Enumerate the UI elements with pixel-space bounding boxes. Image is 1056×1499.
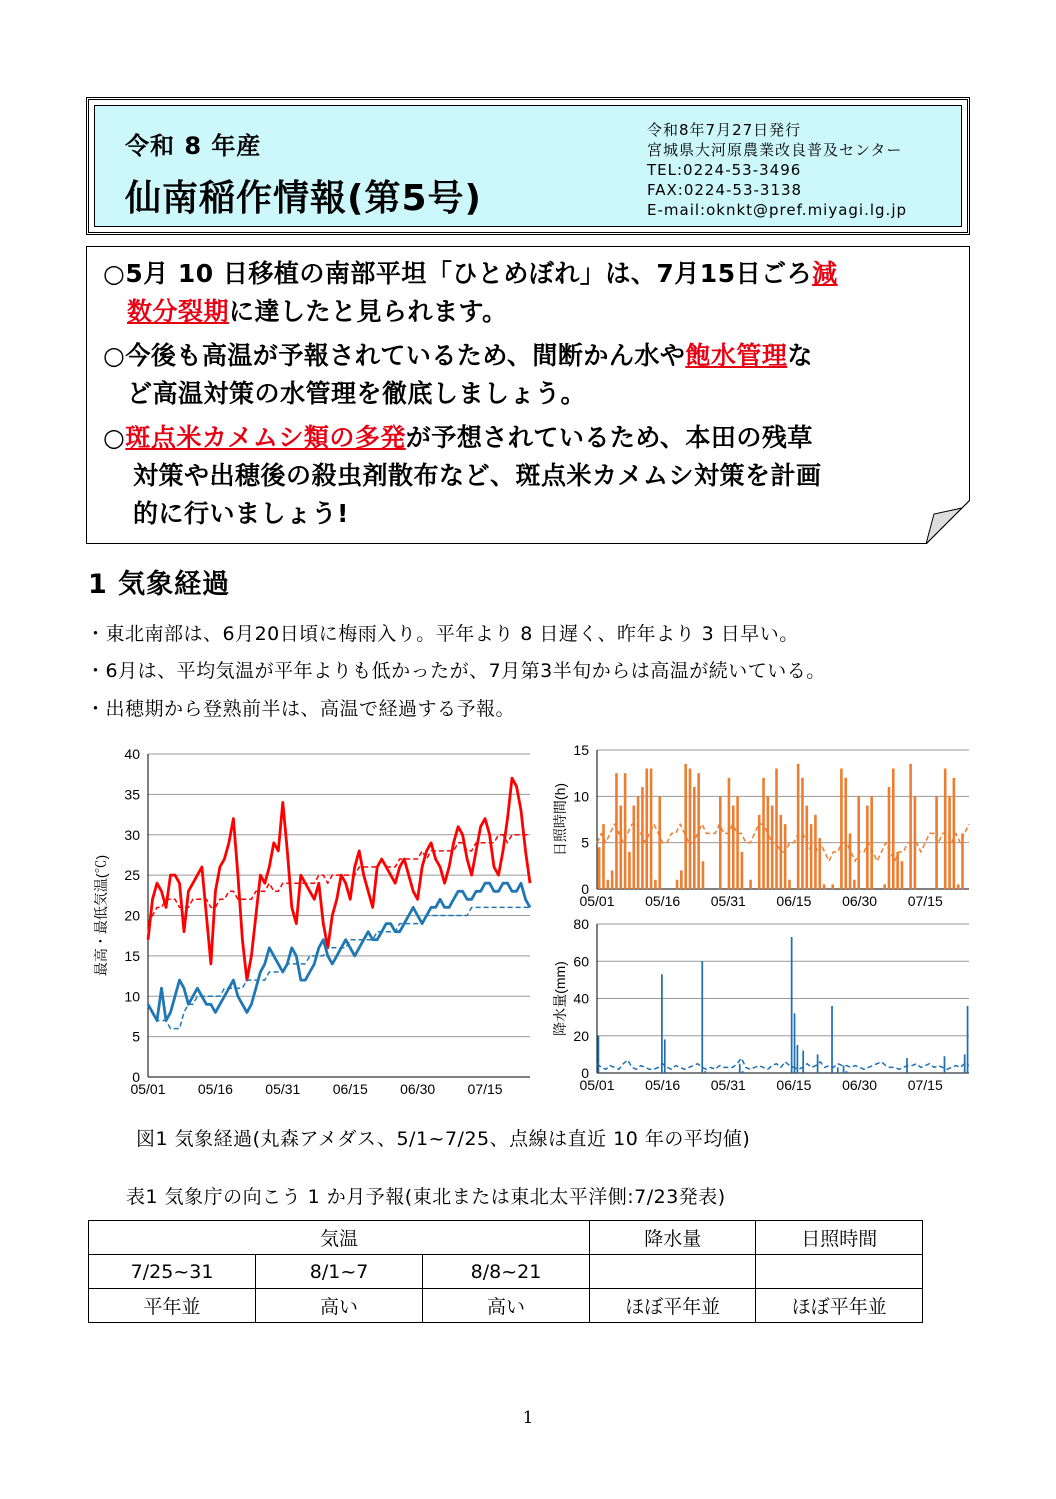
data-bar xyxy=(831,884,834,889)
precipitation-chart xyxy=(545,912,975,1105)
data-bar xyxy=(791,937,793,1073)
forecast-cell: 高い xyxy=(423,1289,590,1323)
y-tick-label: 0 xyxy=(581,1065,589,1081)
y-tick-label: 60 xyxy=(573,953,589,970)
x-tick-label: 06/30 xyxy=(400,1081,436,1097)
data-line-series-1 xyxy=(597,1058,969,1069)
x-tick-label: 05/01 xyxy=(130,1081,166,1097)
table-header-row xyxy=(89,1221,923,1255)
x-tick-label: 05/01 xyxy=(579,1077,615,1093)
summary-item-2-line-2: ど高温対策の水管理を徹底しましょう。 xyxy=(127,379,587,408)
data-bar xyxy=(944,769,947,889)
data-bar xyxy=(802,1051,804,1073)
data-bar xyxy=(741,852,744,889)
y-axis-label: 降水量(mm) xyxy=(552,961,568,1036)
data-bar xyxy=(883,884,886,889)
data-bar xyxy=(866,806,869,889)
x-tick-label: 05/31 xyxy=(710,893,746,909)
data-bar xyxy=(823,884,826,889)
y-tick-label: 40 xyxy=(124,746,140,762)
data-bar xyxy=(901,861,904,889)
data-bar xyxy=(935,796,938,889)
table-row xyxy=(89,1255,923,1289)
x-tick-label: 07/15 xyxy=(907,893,943,909)
header-temp: 気温 xyxy=(89,1221,590,1255)
data-bar xyxy=(957,884,960,889)
data-bar xyxy=(771,806,774,889)
data-bar xyxy=(632,806,635,889)
data-bar xyxy=(837,1067,839,1073)
y-tick-label: 35 xyxy=(124,786,140,803)
data-bar xyxy=(909,764,912,889)
page-number: 1 xyxy=(522,1408,534,1428)
data-bar xyxy=(624,773,627,889)
y-tick-label: 25 xyxy=(124,867,140,884)
issuer-org: 宮城県大河原農業改良普及センター xyxy=(647,141,903,159)
summary-item-3-line-3: 的に行いましょう! xyxy=(133,499,349,528)
y-tick-label: 5 xyxy=(132,1028,140,1045)
temperature-chart xyxy=(90,740,540,1105)
data-bar xyxy=(888,787,891,889)
x-tick-label: 06/15 xyxy=(776,1077,812,1093)
forecast-cell: 平年並 xyxy=(89,1289,256,1323)
summary-text: な xyxy=(787,341,813,370)
summary-item-3-line-1 xyxy=(103,419,813,457)
data-bar xyxy=(944,1056,946,1073)
x-tick-label: 06/15 xyxy=(332,1081,368,1097)
data-bar xyxy=(719,796,722,889)
data-bar xyxy=(780,815,783,889)
y-tick-label: 80 xyxy=(573,916,589,932)
x-tick-label: 05/31 xyxy=(265,1081,301,1097)
header-inner xyxy=(94,105,962,227)
data-bar xyxy=(680,870,683,889)
table-caption: 表1 気象庁の向こう 1 か月予報(東北または東北太平洋側:7/23発表) xyxy=(126,1186,726,1208)
data-bar xyxy=(810,824,813,889)
period-cell xyxy=(590,1255,756,1289)
data-bar xyxy=(697,773,700,889)
data-bar xyxy=(758,815,761,889)
summary-text: ○今後も高温が予報されているため、間断かん水や xyxy=(103,341,686,370)
table-row xyxy=(89,1289,923,1323)
x-tick-label: 06/15 xyxy=(776,893,812,909)
summary-emphasis: 減 xyxy=(812,259,838,288)
summary-text: に達したと見られます。 xyxy=(229,297,508,326)
period-cell xyxy=(756,1255,923,1289)
data-bar xyxy=(732,806,735,889)
x-tick-label: 05/16 xyxy=(645,893,681,909)
data-bar xyxy=(749,880,752,889)
summary-item-1-line-1 xyxy=(103,255,838,293)
summary-item-3-line-2: 対策や出穂後の殺虫剤散布など、斑点米カメムシ対策を計画 xyxy=(133,461,822,490)
forecast-cell: ほぼ平年並 xyxy=(590,1289,756,1323)
y-tick-label: 10 xyxy=(573,788,589,805)
x-tick-label: 05/31 xyxy=(710,1077,746,1093)
y-axis-label: 日照時間(h) xyxy=(552,782,568,857)
summary-item-2-line-1 xyxy=(103,337,813,375)
y-tick-label: 5 xyxy=(581,834,589,851)
data-bar xyxy=(797,764,800,889)
data-bar xyxy=(870,796,873,889)
y-tick-label: 20 xyxy=(573,1027,589,1044)
issuer-fax: FAX:0224-53-3138 xyxy=(647,181,803,199)
issuer-tel: TEL:0224-53-3496 xyxy=(647,161,802,179)
period-cell: 7/25~31 xyxy=(89,1255,256,1289)
data-line-series-3 xyxy=(148,907,530,1028)
y-tick-label: 20 xyxy=(124,907,140,924)
data-bar xyxy=(767,796,770,889)
data-bar xyxy=(602,824,605,889)
issuer-info xyxy=(647,120,907,220)
data-bar xyxy=(736,796,739,889)
x-tick-label: 07/15 xyxy=(467,1081,503,1097)
y-tick-label: 15 xyxy=(124,947,140,964)
data-bar xyxy=(846,1071,848,1073)
crop-year: 令和 8 年産 xyxy=(125,132,262,160)
weather-bullet-1: ・東北南部は、6月20日頃に梅雨入り。平年より 8 日遅く、昨年より 3 日早い。 xyxy=(86,623,799,645)
data-bar xyxy=(784,824,787,889)
summary-emphasis: 数分裂期 xyxy=(127,297,230,326)
x-tick-label: 06/30 xyxy=(842,893,878,909)
data-bar xyxy=(892,769,895,889)
data-bar xyxy=(693,787,696,889)
page-title: 仙南稲作情報(第5号) xyxy=(125,178,482,219)
summary-box xyxy=(86,246,970,544)
period-cell: 8/8~21 xyxy=(423,1255,590,1289)
data-bar xyxy=(628,852,631,889)
issue-date: 令和8年7月27日発行 xyxy=(647,121,802,139)
summary-text: ○5月 10 日移植の南部平坦「ひとめぼれ」は、7月15日ごろ xyxy=(103,259,813,288)
data-bar xyxy=(739,1064,741,1073)
data-bar xyxy=(775,769,778,889)
data-bar xyxy=(676,880,679,889)
x-tick-label: 06/30 xyxy=(842,1077,878,1093)
figure-caption: 図1 気象経過(丸森アメダス、5/1~7/25、点線は直近 10 年の平均値) xyxy=(136,1128,751,1150)
x-tick-label: 07/15 xyxy=(907,1077,943,1093)
data-bar xyxy=(637,796,640,889)
data-bar xyxy=(611,870,614,889)
header-box xyxy=(86,97,970,235)
data-bar xyxy=(658,796,661,889)
header-precip: 降水量 xyxy=(590,1221,756,1255)
data-bar xyxy=(664,1039,666,1073)
data-bar xyxy=(849,833,852,889)
data-bar xyxy=(953,778,956,889)
data-bar xyxy=(702,861,705,889)
y-tick-label: 0 xyxy=(132,1069,140,1085)
data-bar xyxy=(948,796,951,889)
data-bar xyxy=(742,1071,744,1073)
weather-bullet-2: ・6月は、平均気温が平年よりも低かったが、7月第3半旬からは高温が続いている。 xyxy=(86,660,826,682)
data-bar xyxy=(661,974,663,1073)
data-bar xyxy=(701,961,703,1073)
weather-bullet-3: ・出穂期から登熟前半は、高温で経過する予報。 xyxy=(86,698,516,720)
summary-emphasis: 斑点米カメムシ類の多発 xyxy=(125,423,406,452)
x-tick-label: 05/16 xyxy=(645,1077,681,1093)
data-bar xyxy=(794,1013,796,1073)
data-bar xyxy=(598,847,601,889)
period-cell: 8/1~7 xyxy=(256,1255,423,1289)
x-tick-label: 05/01 xyxy=(579,893,615,909)
y-tick-label: 15 xyxy=(573,742,589,758)
data-bar xyxy=(831,1006,833,1073)
data-bar xyxy=(788,880,791,889)
data-bar xyxy=(853,880,856,889)
issuer-email[interactable]: E-mail:oknkt@pref.miyagi.lg.jp xyxy=(647,201,908,219)
data-bar xyxy=(961,833,964,889)
y-tick-label: 40 xyxy=(573,990,589,1007)
y-tick-label: 10 xyxy=(124,988,140,1005)
data-bar xyxy=(704,1071,706,1073)
y-tick-label: 0 xyxy=(581,881,589,897)
data-bar xyxy=(805,806,808,889)
folded-corner-icon xyxy=(926,500,970,544)
summary-text: ○ xyxy=(103,423,126,452)
y-tick-label: 30 xyxy=(124,826,140,843)
x-tick-label: 05/16 xyxy=(197,1081,233,1097)
data-bar xyxy=(840,769,843,889)
summary-item-1-line-2 xyxy=(127,293,508,331)
data-bar xyxy=(797,1045,799,1073)
data-bar xyxy=(641,787,644,889)
data-bar xyxy=(967,1006,969,1073)
sunshine-chart xyxy=(545,740,975,915)
data-bar xyxy=(645,769,648,889)
forecast-cell: ほぼ平年並 xyxy=(756,1289,923,1323)
data-bar xyxy=(598,1036,600,1073)
data-bar xyxy=(619,806,622,889)
data-bar xyxy=(843,1066,845,1073)
data-bar xyxy=(607,880,610,889)
forecast-cell: 高い xyxy=(256,1289,423,1323)
data-bar xyxy=(689,769,692,889)
data-bar xyxy=(762,778,765,889)
summary-emphasis: 飽水管理 xyxy=(685,341,788,370)
section-heading: 1 気象経過 xyxy=(88,569,231,600)
data-bar xyxy=(817,1054,819,1073)
header-sun: 日照時間 xyxy=(756,1221,923,1255)
data-bar xyxy=(654,880,657,889)
data-bar xyxy=(684,764,687,889)
data-bar xyxy=(844,778,847,889)
y-axis-label: 最高・最低気温(℃) xyxy=(93,854,109,977)
data-bar xyxy=(857,796,860,889)
summary-text: が予想されているため、本田の残草 xyxy=(405,423,813,452)
forecast-table xyxy=(88,1220,923,1323)
